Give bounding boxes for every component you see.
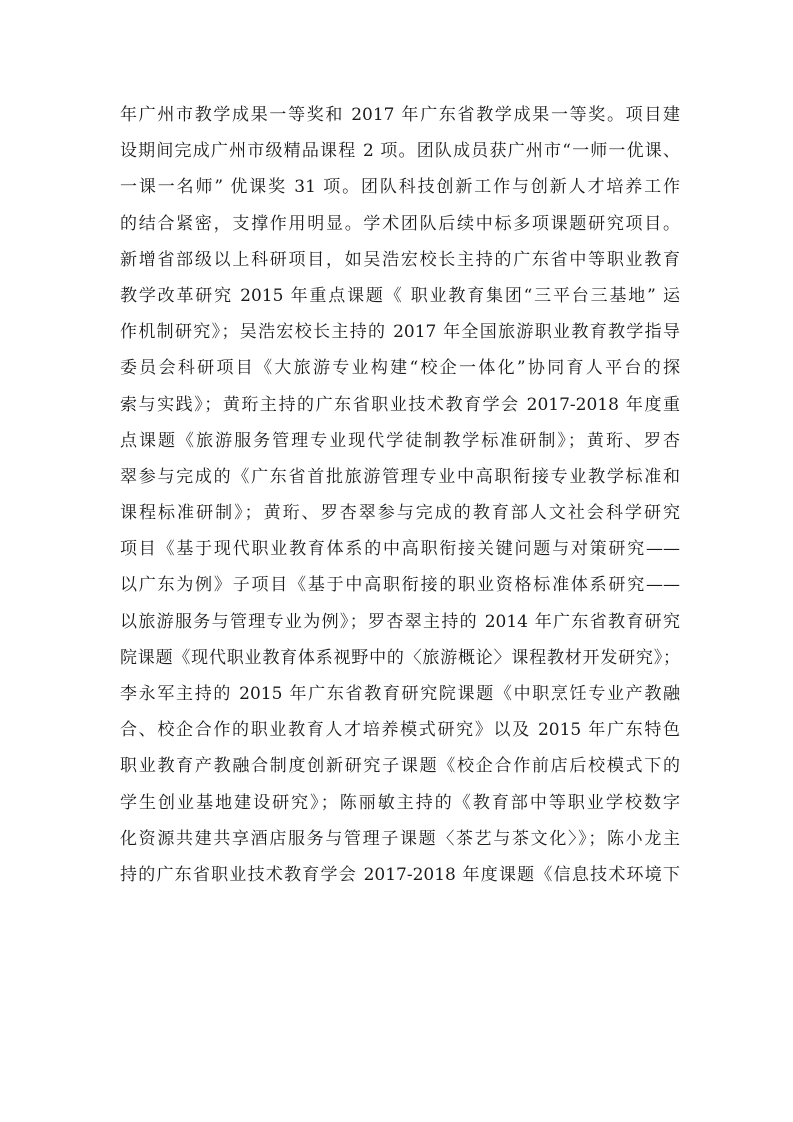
text-line: 点课题《旅游服务管理专业现代学徒制教学标准研制》；黄珩、罗杏 <box>120 430 680 451</box>
text-line: 以旅游服务与管理专业为例》；罗杏翠主持的 2014 年广东省教育研究 <box>120 611 680 632</box>
text-line: 持的广东省职业技术教育学会 2017-2018 年度课题《信息技术环境下 <box>120 864 680 885</box>
text-line: 委员会科研项目《大旅游专业构建“校企一体化”协同育人平台的探 <box>120 358 680 379</box>
text-line: 索与实践》；黄珩主持的广东省职业技术教育学会 2017-2018 年度重 <box>120 394 680 415</box>
text-line: 的结合紧密，支撑作用明显。学术团队后续中标多项课题研究项目。 <box>120 213 680 234</box>
text-line: 课程标准研制》；黄珩、罗杏翠参与完成的教育部人文社会科学研究 <box>120 503 680 524</box>
text-line: 化资源共建共享酒店服务与管理子课题〈茶艺与茶文化〉》；陈小龙主 <box>120 828 680 849</box>
text-line: 新增省部级以上科研项目，如吴浩宏校长主持的广东省中等职业教育 <box>120 249 680 270</box>
text-line: 学生创业基地建设研究》；陈丽敏主持的《教育部中等职业学校数字 <box>120 792 680 813</box>
text-line: 年广州市教学成果一等奖和 2017 年广东省教学成果一等奖。项目建 <box>120 105 680 125</box>
text-line: 李永军主持的 2015 年广东省教育研究院课题《中职烹饪专业产教融 <box>120 684 680 704</box>
text-line: 作机制研究》；吴浩宏校长主持的 2017 年全国旅游职业教育教学指导 <box>120 322 680 343</box>
text-line: 设期间完成广州市级精品课程 2 项。团队成员获广州市“一师一优课、 <box>120 141 680 162</box>
text-line: 项目《基于现代职业教育体系的中高职衔接关键问题与对策研究—— <box>120 539 680 560</box>
text-line: 教学改革研究 2015 年重点课题《 职业教育集团“三平台三基地” 运 <box>120 285 680 306</box>
text-line: 合、校企合作的职业教育人才培养模式研究》以及 2015 年广东特色 <box>120 720 680 741</box>
text-line: 院课题《现代职业教育体系视野中的〈旅游概论〉课程教材开发研究》； <box>120 647 680 668</box>
text-line: 一课一名师” 优课奖 31 项。团队科技创新工作与创新人才培养工作 <box>120 177 680 198</box>
text-line: 以广东为例》子项目《基于中高职衔接的职业资格标准体系研究—— <box>120 575 680 596</box>
text-line: 翠参与完成的《广东省首批旅游管理专业中高职衔接专业教学标准和 <box>120 466 680 487</box>
body-paragraph <box>120 97 680 893</box>
text-line: 职业教育产教融合制度创新研究子课题《校企合作前店后校模式下的 <box>120 756 680 777</box>
